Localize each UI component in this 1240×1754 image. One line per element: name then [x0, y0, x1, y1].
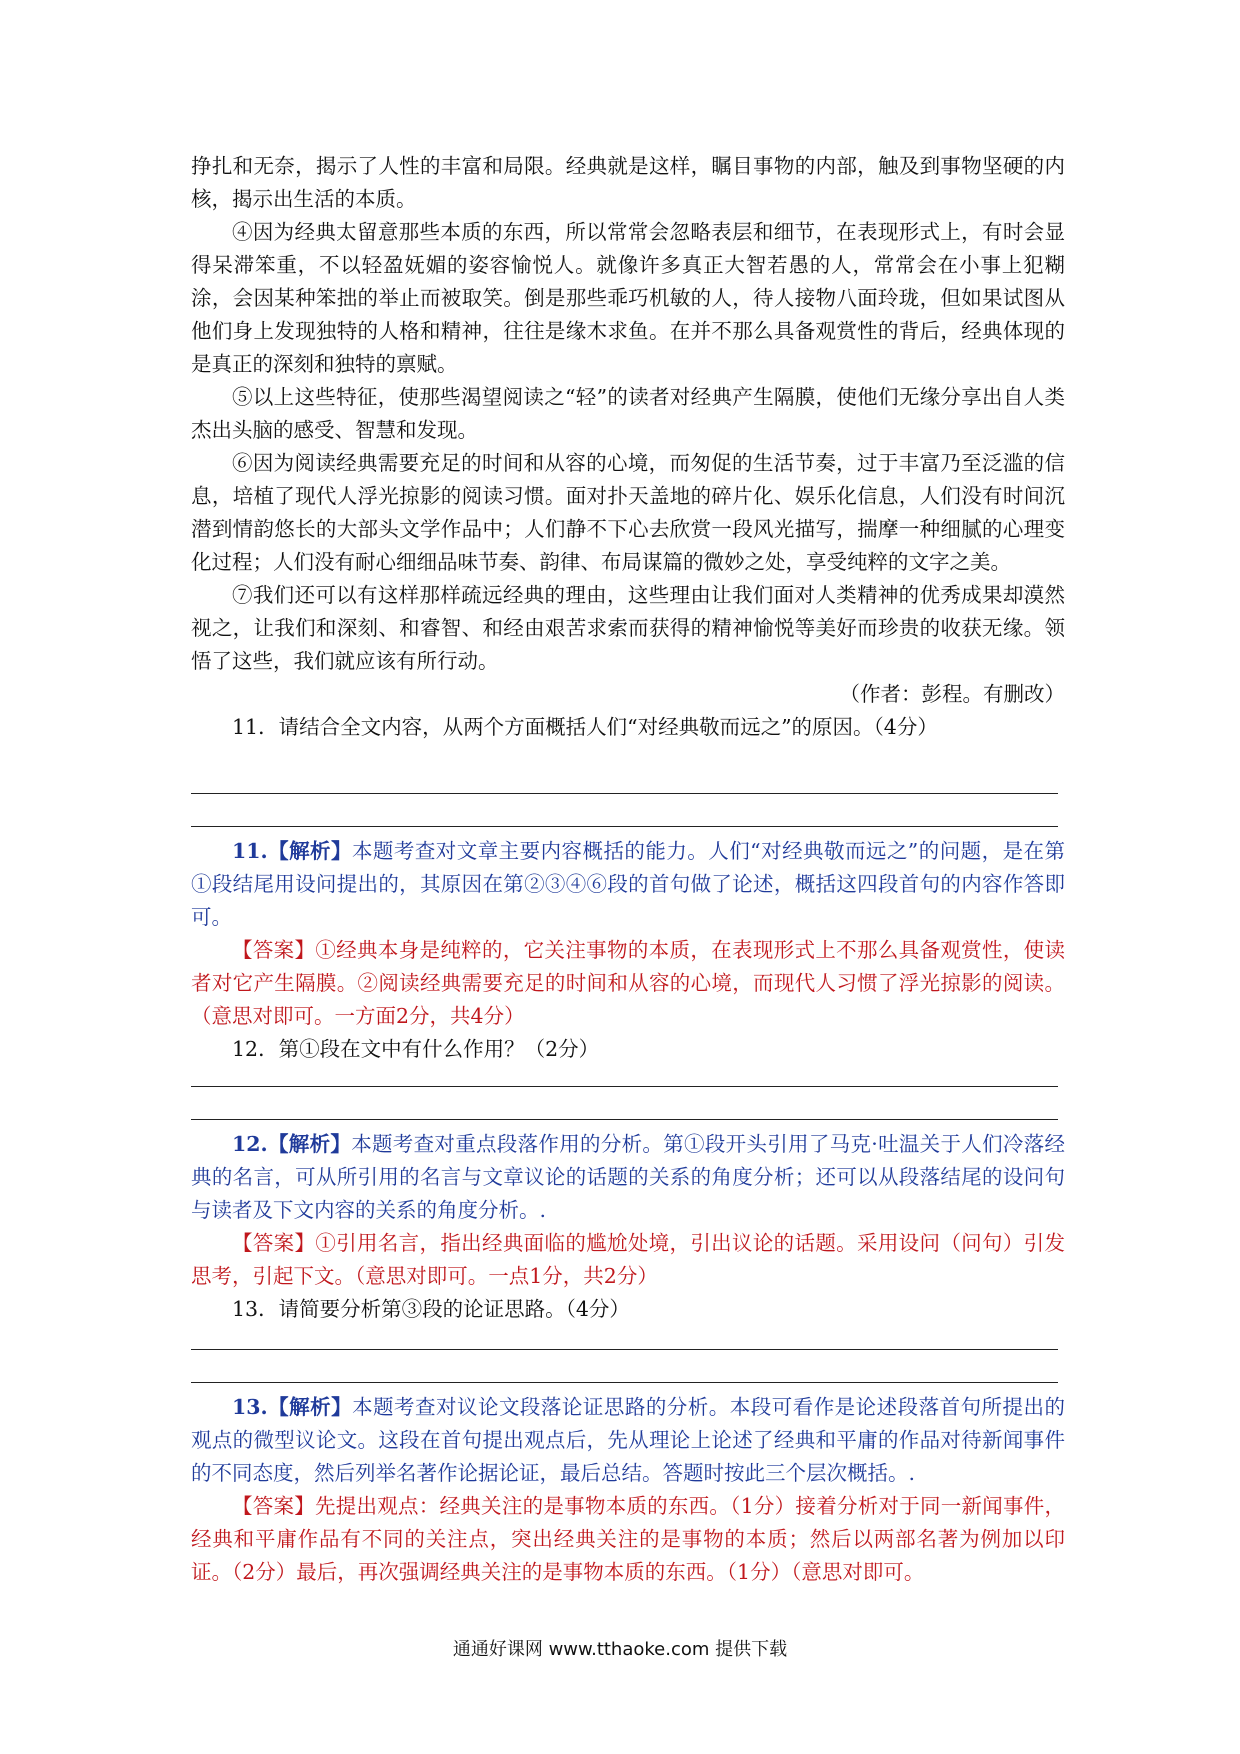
passage-author: （作者：彭程。有删改） — [839, 682, 1065, 706]
passage-paragraph-6: ⑥因为阅读经典需要充足的时间和从容的心境，而匆促的生活节奏，过于丰富乃至泛滥的信息，培植了现代人浮光掠影的阅读习惯。面对扑天盖地的碎片化、娱乐化信息，人们没有时间沉潜到情韵悠长的大部头文学作品中；人们静不下心去欣赏一段风光描写，揣摩一种细腻的心理变化过程；人们没有耐心细细品味节奏、韵律、布局谋篇的微妙之处，享受纯粹的文字之美。 — [191, 451, 1065, 574]
question-11-answer: 【答案】①经典本身是纯粹的，它关注事物的本质，在表现形式上不那么具备观赏性，使读者对它产生隔膜。②阅读经典需要充足的时间和从容的心境，而现代人习惯了浮光掠影的阅读。（意思对即可。一方面2分，共4分） — [191, 938, 1065, 1028]
analysis-text: 本题考查对议论文段落论证思路的分析。本段可看作是论述段落首句所提出的观点的微型议论文。这段在首句提出观点后，先从理论上论述了经典和平庸的作品对待新闻事件的不同态度，然后列举名著作论据论证，最后总结。答题时按此三个层次概括。. — [191, 1395, 1065, 1485]
answer-line — [191, 1382, 1058, 1383]
question-12-prompt: 12．第①段在文中有什么作用？（2分） — [232, 1037, 600, 1061]
question-13-analysis — [191, 1391, 1065, 1490]
analysis-text: 本题考查对重点段落作用的分析。第①段开头引用了马克·吐温关于人们冷落经典的名言，可从所引用的名言与文章议论的话题的关系的角度分析；还可以从段落结尾的设问句与读者及下文内容的关系的角度分析。. — [191, 1132, 1065, 1222]
question-13-solution — [191, 1391, 1065, 1589]
answer-line — [191, 1119, 1058, 1120]
question-11-prompt: 11．请结合全文内容，从两个方面概括人们“对经典敬而远之”的原因。（4分） — [232, 715, 938, 739]
answer-line — [191, 1086, 1058, 1087]
question-13-answer: 【答案】先提出观点：经典关注的是事物本质的东西。（1分）接着分析对于同一新闻事件，经典和平庸作品有不同的关注点，突出经典关注的是事物的本质；然后以两部名著为例加以印证。（2分）最后，再次强调经典关注的是事物本质的东西。（1分）（意思对即可。 — [191, 1494, 1065, 1584]
passage-paragraph-3-tail: 挣扎和无奈，揭示了人性的丰富和局限。经典就是这样，瞩目事物的内部，触及到事物坚硬的内核，揭示出生活的本质。 — [191, 154, 1065, 211]
answer-line — [191, 1349, 1058, 1350]
passage-block — [191, 150, 1065, 744]
question-11-analysis — [191, 835, 1065, 934]
answer-line — [191, 826, 1058, 827]
analysis-tag: 13.【解析】 — [232, 1395, 353, 1419]
passage-paragraph-4: ④因为经典太留意那些本质的东西，所以常常会忽略表层和细节，在表现形式上，有时会显得呆滞笨重，不以轻盈妩媚的姿容愉悦人。就像许多真正大智若愚的人，常常会在小事上犯糊涂，会因某种笨拙的举止而被取笑。倒是那些乖巧机敏的人，待人接物八面玲珑，但如果试图从他们身上发现独特的人格和精神，往往是缘木求鱼。在并不那么具备观赏性的背后，经典体现的是真正的深刻和独特的禀赋。 — [191, 220, 1065, 376]
answer-line — [191, 793, 1058, 794]
question-11-solution — [191, 835, 1065, 1066]
passage-paragraph-5: ⑤以上这些特征，使那些渴望阅读之“轻”的读者对经典产生隔膜，使他们无缘分享出自人类杰出头脑的感受、智慧和发现。 — [191, 385, 1065, 442]
question-13-prompt: 13．请简要分析第③段的论证思路。（4分） — [232, 1297, 630, 1321]
analysis-tag: 12.【解析】 — [232, 1132, 352, 1156]
analysis-tag: 11.【解析】 — [232, 839, 352, 863]
question-12-analysis — [191, 1128, 1065, 1227]
question-12-solution — [191, 1128, 1065, 1326]
page-footer: 通通好课网 www.tthaoke.com 提供下载 — [452, 1639, 788, 1660]
analysis-text: 本题考查对文章主要内容概括的能力。人们“对经典敬而远之”的问题，是在第①段结尾用设问提出的，其原因在第②③④⑥段的首句做了论述，概括这四段首句的内容作答即可。 — [191, 839, 1065, 929]
question-12-answer: 【答案】①引用名言，指出经典面临的尴尬处境，引出议论的话题。采用设问（问句）引发思考，引起下文。（意思对即可。一点1分，共2分） — [191, 1231, 1065, 1288]
passage-paragraph-7: ⑦我们还可以有这样那样疏远经典的理由，这些理由让我们面对人类精神的优秀成果却漠然视之，让我们和深刻、和睿智、和经由艰苦求索而获得的精神愉悦等美好而珍贵的收获无缘。领悟了这些，我们就应该有所行动。 — [191, 583, 1065, 673]
